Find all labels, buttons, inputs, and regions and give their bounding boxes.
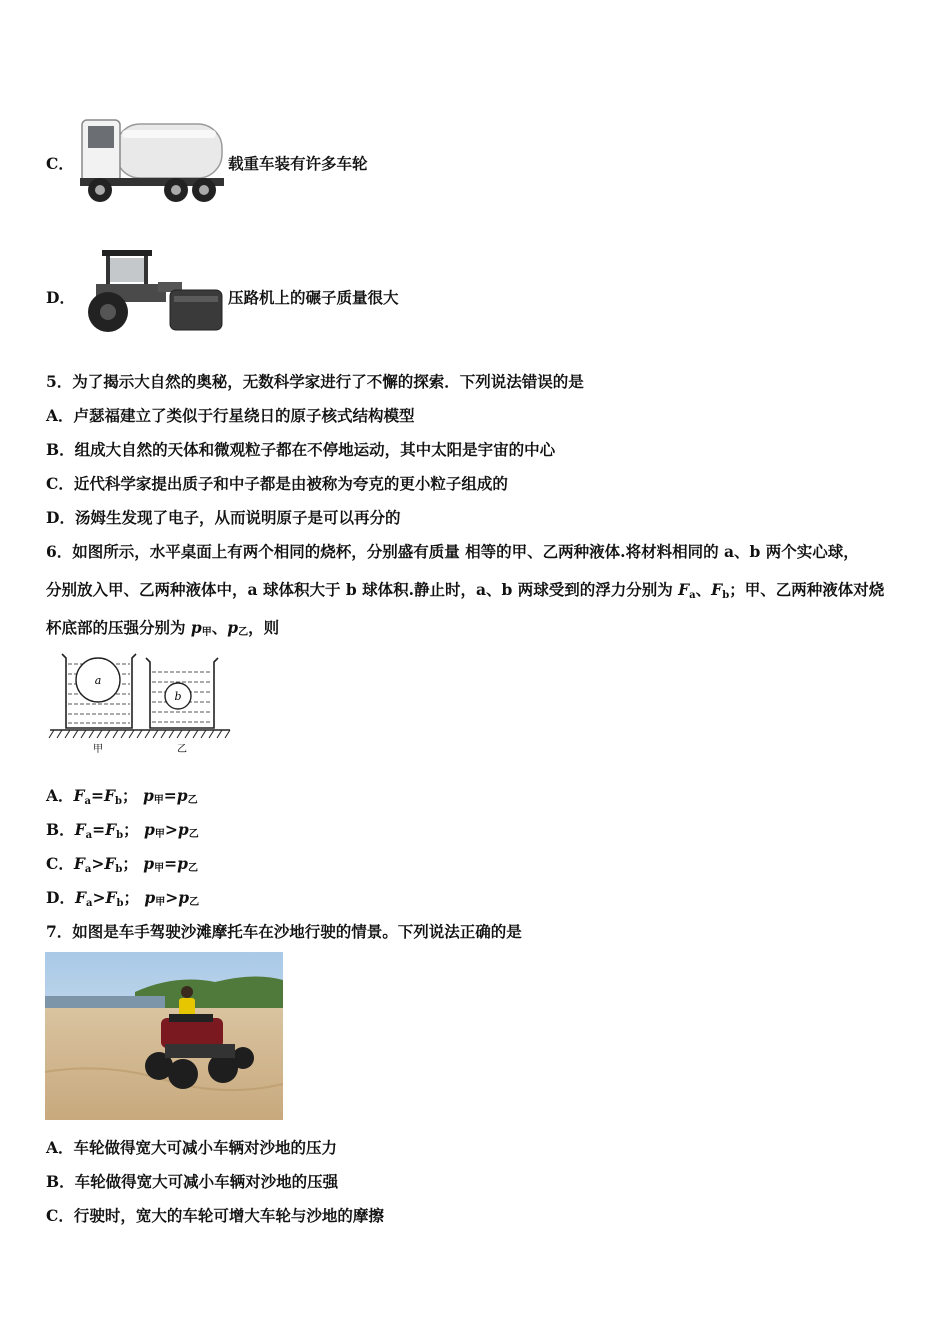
beaker-jia-label: 甲: [93, 744, 103, 755]
beaker-yi-label: 乙: [177, 744, 187, 755]
beach-atv-photo: [45, 952, 283, 1120]
q5-option-a: A．卢瑟福建立了类似于行星绕日的原子核式结构模型: [46, 406, 415, 425]
q7-stem: 7．如图是车手驾驶沙滩摩托车在沙地行驶的情景。下列说法正确的是: [46, 922, 522, 941]
q5-option-d: D．汤姆生发现了电子，从而说明原子是可以再分的: [46, 508, 401, 527]
q6-option-b: B．$F_a=F_b$； p甲>p乙: [46, 820, 199, 841]
ball-b-label: b: [174, 690, 182, 703]
q6-option-c: C．$F_a>F_b$； p甲=p乙: [46, 854, 198, 875]
q7-option-c: C．行驶时，宽大的车轮可增大车轮与沙地的摩擦: [46, 1206, 384, 1225]
q7-option-b: B．车轮做得宽大可减小车辆对沙地的压强: [46, 1172, 339, 1191]
q6-stem-line2: 分别放入甲、乙两种液体中，a 球体积大于 b 球体积.静止时，a、b 两球受到的浮力分别为 $F_a$、$F_b$；甲、乙两种液体对烧: [46, 580, 885, 601]
q6-option-a: A．$F_a=F_b$； p甲=p乙: [46, 786, 198, 807]
road-roller-image: [78, 244, 228, 334]
q7-option-a: A．车轮做得宽大可减小车辆对沙地的压力: [46, 1138, 338, 1157]
q4-option-c-caption: 载重车装有许多车轮: [228, 154, 368, 173]
beakers-figure: [48, 650, 234, 756]
q5-option-b: B．组成大自然的天体和微观粒子都在不停地运动，其中太阳是宇宙的中心: [46, 440, 556, 459]
q4-option-d-caption: 压路机上的碾子质量很大: [228, 288, 399, 307]
ball-a-label: a: [94, 674, 102, 687]
q4-option-c-letter: C．: [46, 154, 74, 173]
q6-stem-line3: 杯底部的压强分别为 p甲、p乙，则: [46, 618, 280, 638]
q6-option-d: D．$F_a>F_b$； p甲>p乙: [46, 888, 200, 909]
q4-option-d-letter: D．: [46, 288, 75, 307]
q6-stem-line1: 6．如图所示，水平桌面上有两个相同的烧杯，分别盛有质量 相等的甲、乙两种液体.将材料相同的 a、b 两个实心球，: [46, 542, 859, 561]
q5-option-c: C．近代科学家提出质子和中子都是由被称为夸克的更小粒子组成的: [46, 474, 508, 493]
tanker-truck-image: [76, 112, 226, 204]
q5-stem: 5．为了揭示大自然的奥秘，无数科学家进行了不懈的探索．下列说法错误的是: [46, 372, 584, 391]
